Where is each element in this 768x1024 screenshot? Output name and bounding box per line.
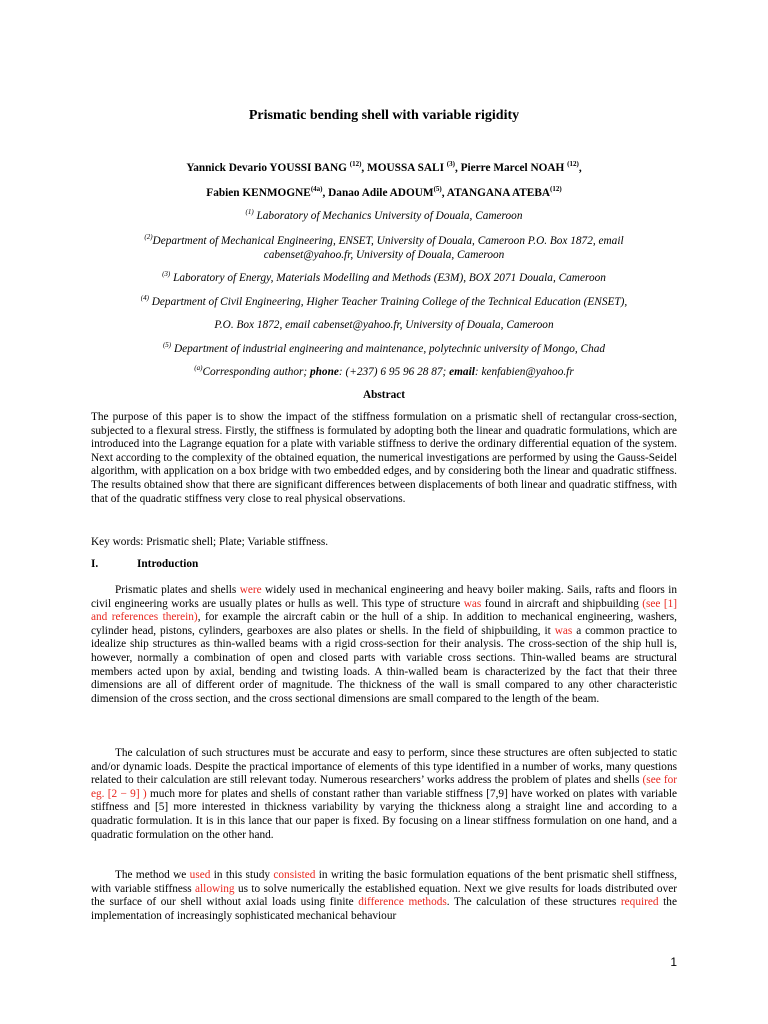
author-name: Fabien KENMOGNE: [206, 187, 311, 199]
highlighted-text: (see for eg. [2 − 9] ): [91, 774, 677, 800]
affiliation-4-line-2: P.O. Box 1872, email cabenset@yahoo.fr, University of Douala, Cameroon: [214, 319, 554, 331]
paragraph-text: us to solve numerically the established equation. Next we give results for loads distributed over the surface of our shell without axial loads using finite: [91, 882, 677, 909]
author-name: Yannick Devario YOUSSI BANG: [186, 162, 350, 174]
highlighted-text: allowing: [195, 882, 235, 895]
email-value: : kenfabien@yahoo.fr: [474, 366, 574, 378]
author-sup: (12): [567, 160, 579, 168]
highlighted-text: used: [189, 869, 211, 881]
affiliation-text: Laboratory of Mechanics University of Douala, Cameroon: [253, 210, 523, 222]
authors-line-1: [0, 161, 768, 175]
corresponding-author: [0, 365, 768, 379]
paragraph-text: found in aircraft and shipbuilding: [481, 597, 643, 610]
corresponding-label: Corresponding author;: [202, 366, 310, 378]
intro-paragraph-1: [91, 584, 677, 706]
paragraph-text: . The calculation of these structures: [446, 896, 621, 909]
affiliation-text: Department of Civil Engineering, Higher Teacher Training College of the Technical Education (ENSET),: [148, 296, 628, 308]
author-sup: (12): [349, 160, 362, 168]
highlighted-text: (see [1] and references therein): [91, 597, 678, 624]
affiliation-sup: (2): [144, 233, 153, 241]
intro-paragraph-2: [91, 747, 677, 842]
email-label: email: [449, 366, 475, 378]
affiliation-2: [0, 234, 768, 262]
paper-title: Prismatic bending shell with variable rigidity: [248, 108, 520, 123]
paragraph-text: The method we: [115, 869, 190, 881]
affiliation-1: [0, 209, 768, 223]
phone-value: : (+237) 6 95 96 28 87;: [338, 366, 450, 378]
keywords: Key words: Prismatic shell; Plate; Variable stiffness.: [91, 536, 329, 548]
paragraph-text: , for example the aircraft cabin or the hull of a ship. In addition to mechanical engineering, washers, cylinder head, pistons, cylinders, gearboxes are also plates or shells. In the field of shipbuilding, it: [91, 611, 677, 637]
author-sup: (12): [550, 185, 562, 193]
affiliation-text: cabenset@yahoo.fr, University of Douala, Cameroon: [263, 249, 505, 261]
abstract-text: The purpose of this paper is to show the impact of the stiffness formulation on a prismatic shell of rectangular cross-section, subjected to a flexural stress. Firstly, the stiffness is formulated by adopting both the linear and quadratic formulations, which are introduced into the Lagrange equation for a plate with variable stiffness to derive the ordinary differential equation of the system. Next according to the complexity of the obtained equation, the numerical investigations are performed by using the Gauss-Seidel algorithm, with application on a box bridge with two embedded edges, and by considering both the linear and quadratic stiffness. The results obtained show that there are significant differences between displacements of both linear and quadratic stiffness, with that of the quadratic stiffness very close to real physical observations.: [91, 411, 677, 505]
author-name: , Pierre Marcel NOAH: [454, 162, 568, 174]
highlighted-text: were: [239, 584, 262, 596]
affiliation-5: [0, 342, 768, 356]
affiliation-text: Laboratory of Energy, Materials Modelling and Methods (E3M), BOX 2071 Douala, Cameroon: [170, 272, 606, 284]
affiliation-sup: (4): [140, 294, 149, 302]
paragraph-text: the implementation of increasingly sophisticated mechanical behaviour: [91, 896, 677, 922]
highlighted-text: required: [620, 896, 659, 909]
paragraph-text: Prismatic plates and shells: [115, 584, 240, 596]
section-heading: [91, 558, 198, 570]
affiliation-sup: (a): [194, 364, 203, 372]
affiliation-text: Department of industrial engineering and maintenance, polytechnic university of Mongo, Chad: [171, 343, 606, 355]
author-name: , Danao Adile ADOUM: [322, 187, 434, 199]
affiliation-sup: (1): [245, 208, 254, 216]
affiliation-text: Department of Mechanical Engineering, ENSET, University of Douala, Cameroon P.O. Box 1872, email: [152, 235, 624, 247]
paragraph-text: widely used in mechanical engineering and heavy boiler making. Sails, rafts and floors in civil engineering works are usually plates or hulls as well. This type of structure: [91, 584, 677, 610]
author-name: , ATANGANA ATEBA: [441, 187, 551, 199]
affiliation-3: [0, 271, 768, 285]
highlighted-text: was: [463, 597, 482, 610]
paragraph-text: in this study: [210, 869, 274, 881]
highlighted-text: difference methods: [358, 896, 447, 909]
paragraph-text: in writing the basic formulation equations of the bent prismatic shell stiffness, with variable stiffness: [91, 869, 678, 895]
author-sup: (4a): [310, 185, 323, 193]
author-sup: (5): [433, 185, 442, 193]
affiliation-sup: (5): [162, 341, 172, 349]
abstract-heading: Abstract: [362, 389, 406, 401]
highlighted-text: consisted: [273, 869, 316, 881]
highlighted-text: was: [554, 624, 573, 637]
paragraph-text: much more for plates and shells of constant rather than variable stiffness [7,9] have worked on plates with variable stiffness and [5] more interested in thickness variability by varying the thickness along a straight line and according to a quadratic formulation. It is in this lance that our paper is fixed. By focusing on a linear stiffness formulation on one hand, and a quadratic formulation on the other hand.: [91, 787, 677, 841]
paragraph-text: The calculation of such structures must be accurate and easy to perform, since these structures are often subjected to static and/or dynamic loads. Despite the practical importance of elements of this type identified in a number of works, many questions related to their calculation are still relevant today. Numerous researchers’ works address the problem of plates and shells: [91, 747, 677, 787]
section-number: I.: [91, 558, 99, 570]
affiliation-4: [0, 295, 768, 309]
author-name: , MOUSSA SALI: [361, 162, 447, 174]
paragraph-text: a common practice to idealize ship structures as thin-walled beams with a rigid cross-section for their analysis. The cross-section of the ship hull is, however, normally a combination of open and closed parts with variable cross sections. Thin-walled beams are structural members acted upon by axial, bending and twisting loads. A thin-walled beam is characterized by the fact that their three dimensions are all of different order of magnitude. The thickness of the wall is small compared to any other characteristic dimension of the cross section, and the cross sectional dimensions are small compared to the length of the beam.: [91, 624, 677, 705]
page-number: 1: [670, 955, 677, 969]
phone-label: phone: [310, 366, 339, 378]
section-title: Introduction: [137, 558, 199, 570]
author-separator: ,: [578, 162, 582, 174]
author-sup: (3): [446, 160, 455, 168]
intro-paragraph-3: [91, 869, 677, 923]
authors-line-2: [0, 186, 768, 200]
affiliation-sup: (3): [162, 270, 171, 278]
